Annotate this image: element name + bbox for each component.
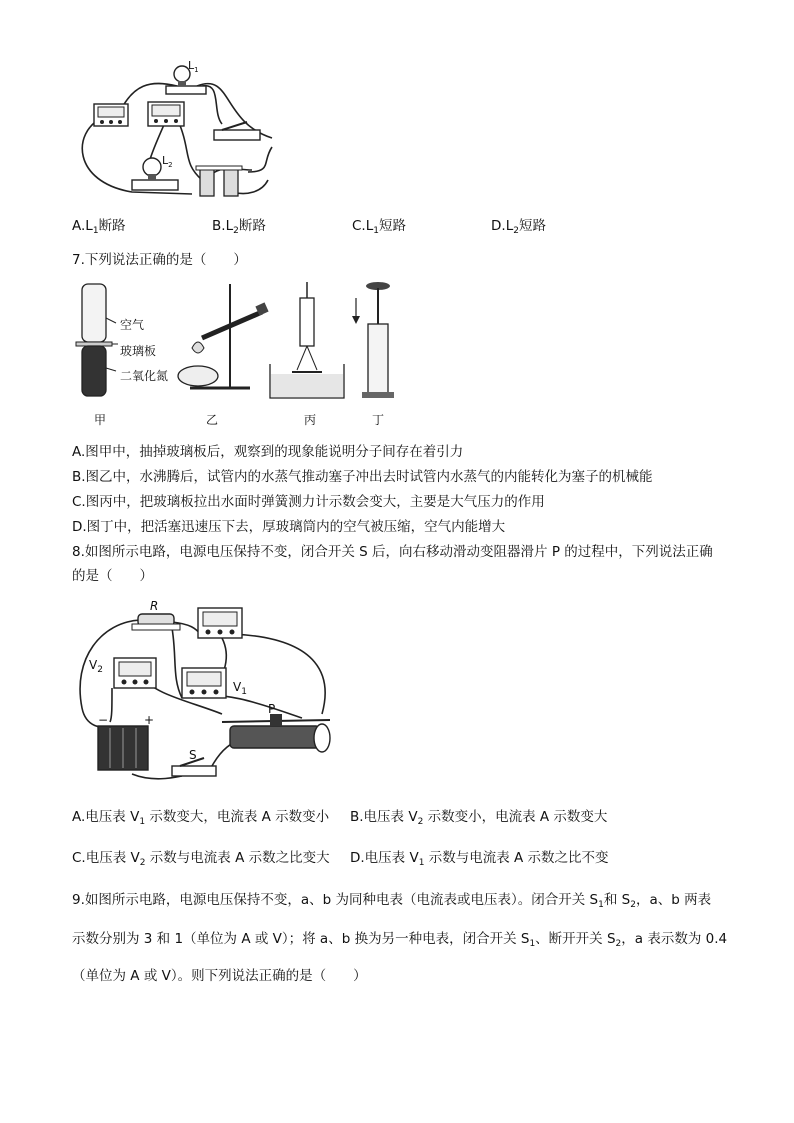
q6-option-a: $A.L_1$断路 <box>72 218 126 236</box>
q6-option-d: $D.L_2$短路 <box>491 218 546 236</box>
label-air: 空气 <box>120 318 145 332</box>
switch <box>214 122 260 140</box>
q9-line3: （单位为 A 或 V）。则下列说法正确的是（ ） <box>72 968 367 984</box>
q8-option-b: B.电压表 $V_2$ 示数变小，电流表 A 示数变大 <box>350 809 608 827</box>
q6-option-b: $B.L_2$断路 <box>212 218 266 236</box>
caption-yi: 乙 <box>206 413 219 427</box>
svg-text:L2: $L_2$ <box>162 154 173 169</box>
q6-circuit-figure <box>72 52 282 202</box>
q7-option-d: D.图丁中，把活塞迅速压下去，厚玻璃筒内的空气被压缩，空气内能增大 <box>72 519 506 535</box>
q9-line2: 示数分别为 3 和 1（单位为 A 或 V）；将 a、b 换为另一种电表，闭合开关 $S_1$、断开开关 $S_2$，a 表示数为 0.4 <box>72 931 728 949</box>
caption-ding: 丁 <box>372 413 385 427</box>
q7-option-b: B.图乙中，水沸腾后，试管内的水蒸气推动塞子冲出去时试管内水蒸气的内能转化为塞子的机械能 <box>72 469 653 485</box>
q7-stem: 7.下列说法正确的是（ ） <box>72 252 247 268</box>
q6-option-c: $C.L_1$短路 <box>352 218 406 236</box>
label-glass: 玻璃板 <box>120 344 157 358</box>
label-s: S <box>189 748 197 762</box>
q8-circuit-figure <box>72 598 337 783</box>
caption-jia: 甲 <box>94 413 107 427</box>
q9-line1: 9.如图所示电路，电源电压保持不变，a、b 为同种电表（电流表或电压表）。闭合开关 $S_1$和 $S_2$，a、b 两表 <box>72 892 712 910</box>
caption-bing: 丙 <box>304 413 317 427</box>
voltmeter-v2 <box>114 658 156 688</box>
label-no2: 二氧化氮 <box>120 369 169 383</box>
meter-left <box>94 104 128 126</box>
q8-stem-line2: 的是（ ） <box>72 568 153 584</box>
svg-text:+: + <box>144 713 155 727</box>
svg-text:−: − <box>98 713 109 727</box>
fig-ding <box>352 282 394 398</box>
q8-option-d: D.电压表 $V_1$ 示数与电流表 A 示数之比不变 <box>350 850 609 868</box>
fig-yi <box>178 284 269 388</box>
svg-text:L1: $L_1$ <box>188 59 199 74</box>
label-v2: $V_2$ <box>89 658 103 675</box>
label-v1: $V_1$ <box>233 680 247 697</box>
label-p: P <box>268 702 276 716</box>
q8-option-a: A.电压表 $V_1$ 示数变大，电流表 A 示数变小 <box>72 809 330 827</box>
fig-jia <box>76 284 118 396</box>
q7-option-a: A.图甲中，抽掉玻璃板后，观察到的现象能说明分子间存在着引力 <box>72 444 464 460</box>
q8-stem-line1: 8.如图所示电路，电源电压保持不变，闭合开关 S 后，向右移动滑动变阻器滑片 P 的过程中，下列说法正确 <box>72 544 713 560</box>
batteries <box>196 166 242 196</box>
q8-option-c: C.电压表 $V_2$ 示数与电流表 A 示数之比变大 <box>72 850 330 868</box>
rheostat <box>222 714 330 752</box>
battery-pack <box>98 726 148 770</box>
ammeter-a <box>198 608 242 638</box>
q7-figures <box>72 278 412 403</box>
q7-option-c: C.图丙中，把玻璃板拉出水面时弹簧测力计示数会变大，主要是大气压力的作用 <box>72 494 545 510</box>
fig-bing <box>270 282 344 398</box>
voltmeter-v1 <box>182 668 226 698</box>
label-r: R <box>150 599 159 613</box>
resistor-r <box>132 614 180 630</box>
meter-middle <box>148 102 184 126</box>
lamp-l1 <box>166 66 206 94</box>
